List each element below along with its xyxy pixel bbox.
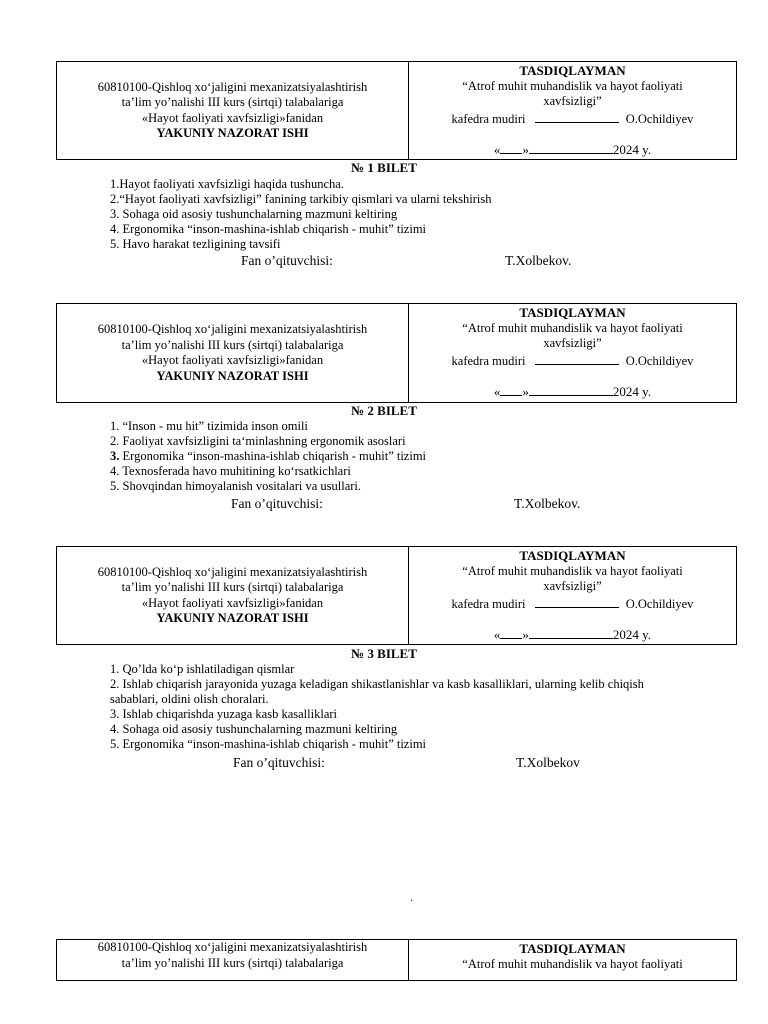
ticket-header-4: [56, 939, 737, 981]
question-item: 3. Ishlab chiqarishda yuzaga kasb kasalliklari: [110, 707, 338, 721]
head-signature-line: [409, 110, 736, 128]
subject-line: «Hayot faoliyati xavfsizligi»fanidan: [141, 110, 324, 125]
exam-title: YAKUNIY NAZORAT ISHI: [156, 368, 309, 383]
question-item: 1.Hayot faoliyati xavfsizligi haqida tushuncha.: [110, 177, 344, 191]
department-line2: xavfsizligi”: [543, 579, 602, 593]
date-line: « » 2024 y.: [493, 384, 652, 399]
approval-title: TASDIQLAYMAN: [519, 548, 626, 563]
head-name: O.Ochildiyev: [625, 353, 694, 368]
ticket-header-3: [56, 546, 737, 645]
question-list-1: [110, 177, 492, 252]
approval-title: TASDIQLAYMAN: [519, 941, 626, 956]
question-item: 1. “Inson - mu hit” tizimida inson omili: [110, 419, 308, 433]
question-item: 3. Ergonomika “inson-mashina-ishlab chiqarish - muhit” tizimi: [110, 449, 427, 463]
approval-block: [409, 547, 736, 644]
exam-title: YAKUNIY NAZORAT ISHI: [156, 611, 309, 625]
program-line1: 60810100-Qishloq xo‘jaligini mexanizatsiyalashtirish: [97, 79, 368, 94]
head-signature-line: [409, 595, 736, 613]
approval-block: [409, 940, 736, 972]
head-name: O.Ochildiyev: [625, 596, 694, 611]
teacher-name-3: T.Xolbekov: [516, 755, 580, 770]
head-name: O.Ochildiyev: [625, 111, 694, 126]
program-line1: 60810100-Qishloq xo‘jaligini mexanizatsiyalashtirish: [97, 322, 368, 336]
department-line2: xavfsizligi”: [543, 94, 602, 108]
approval-block: [409, 304, 736, 402]
exam-title: YAKUNIY NAZORAT ISHI: [156, 126, 309, 140]
question-item: 2. Faoliyat xavfsizligini ta‘minlashning ergonomik asoslari: [110, 434, 406, 448]
date-year: 2024 y.: [612, 627, 652, 642]
subject-line: «Hayot faoliyati xavfsizligi»fanidan: [141, 595, 324, 610]
question-item: 2.“Hayot faoliyati xavfsizligi” fanining tarkibiy qismlari va ularni tekshirish: [110, 192, 492, 206]
question-item: 5. Ergonomika “inson-mashina-ishlab chiqarish - muhit” tizimi: [110, 737, 427, 751]
question-item: 4. Sohaga oid asosiy tushunchalarning mazmuni keltiring: [110, 722, 398, 736]
program-line2: ta’lim yo’nalishi III kurs (sirtqi) talabalariga: [121, 955, 344, 970]
head-signature-line: [409, 352, 736, 370]
program-line1: 60810100-Qishloq xo‘jaligini mexanizatsiyalashtirish: [97, 564, 368, 579]
question-item: 5. Havo harakat tezligining tavsifi: [110, 237, 281, 251]
approval-title: TASDIQLAYMAN: [519, 63, 626, 78]
question-list-2: [110, 419, 426, 494]
approval-block: [409, 62, 736, 159]
department-line1: “Atrof muhit muhandislik va hayot faoliyati: [462, 563, 683, 578]
separator-dot: .: [410, 890, 413, 904]
question-item: 1. Qo’lda ko‘p ishlatiladigan qismlar: [110, 662, 295, 676]
program-block: [57, 304, 409, 402]
date-line: « » 2024 y.: [493, 627, 652, 642]
teacher-name-1: T.Xolbekov.: [505, 253, 572, 268]
subject-line: «Hayot faoliyati xavfsizligi»fanidan: [141, 353, 324, 367]
ticket-header-2: [56, 303, 737, 403]
head-label: kafedra mudiri: [451, 596, 526, 611]
teacher-label-1: Fan o’qituvchisi:: [241, 253, 333, 268]
date-year: 2024 y.: [612, 384, 652, 399]
ticket-title-1: № 1 BILET: [351, 160, 417, 175]
question-number: 3.: [110, 449, 120, 463]
program-line2: ta’lim yo’nalishi III kurs (sirtqi) talabalariga: [121, 337, 344, 352]
approval-title: TASDIQLAYMAN: [519, 305, 626, 320]
question-item: 3. Sohaga oid asosiy tushunchalarning mazmuni keltiring: [110, 207, 398, 221]
date-year: 2024 y.: [612, 142, 652, 157]
ticket-header-1: [56, 61, 737, 160]
department-line1: “Atrof muhit muhandislik va hayot faoliyati: [462, 956, 683, 971]
program-line2: ta’lim yo’nalishi III kurs (sirtqi) talabalariga: [121, 95, 344, 109]
program-line1: 60810100-Qishloq xo‘jaligini mexanizatsiyalashtirish: [97, 940, 368, 954]
question-list-3: [110, 662, 690, 752]
department-line1: “Atrof muhit muhandislik va hayot faoliyati: [462, 320, 683, 335]
program-block: [57, 62, 409, 159]
question-item: 4. Ergonomika “inson-mashina-ishlab chiqarish - muhit” tizimi: [110, 222, 427, 236]
head-label: kafedra mudiri: [451, 353, 526, 368]
department-line2: xavfsizligi”: [543, 336, 602, 350]
signature-blank: [535, 110, 619, 123]
ticket-title-3: № 3 BILET: [351, 646, 417, 661]
department-line1: “Atrof muhit muhandislik va hayot faoliyati: [462, 78, 683, 93]
teacher-name-2: T.Xolbekov.: [514, 496, 581, 511]
date-line: « » 2024 y.: [493, 142, 652, 157]
teacher-label-2: Fan o’qituvchisi:: [231, 496, 323, 511]
program-block: [57, 547, 409, 644]
ticket-title-2: № 2 BILET: [351, 403, 417, 418]
program-line2: ta’lim yo’nalishi III kurs (sirtqi) talabalariga: [121, 580, 344, 594]
question-item: 5. Shovqindan himoyalanish vositalari va usullari.: [110, 479, 362, 493]
head-label: kafedra mudiri: [451, 111, 526, 126]
signature-blank: [535, 595, 619, 608]
teacher-label-3: Fan o’qituvchisi:: [233, 755, 325, 770]
signature-blank: [535, 352, 619, 365]
program-block: [57, 940, 409, 980]
question-item: 2. Ishlab chiqarish jarayonida yuzaga keladigan shikastlanishlar va kasb kasalliklari, ularning kelib chiqish sabablari, oldini olish choralari.: [110, 677, 644, 706]
question-item: 4. Texnosferada havo muhitining ko‘rsatkichlari: [110, 464, 351, 478]
